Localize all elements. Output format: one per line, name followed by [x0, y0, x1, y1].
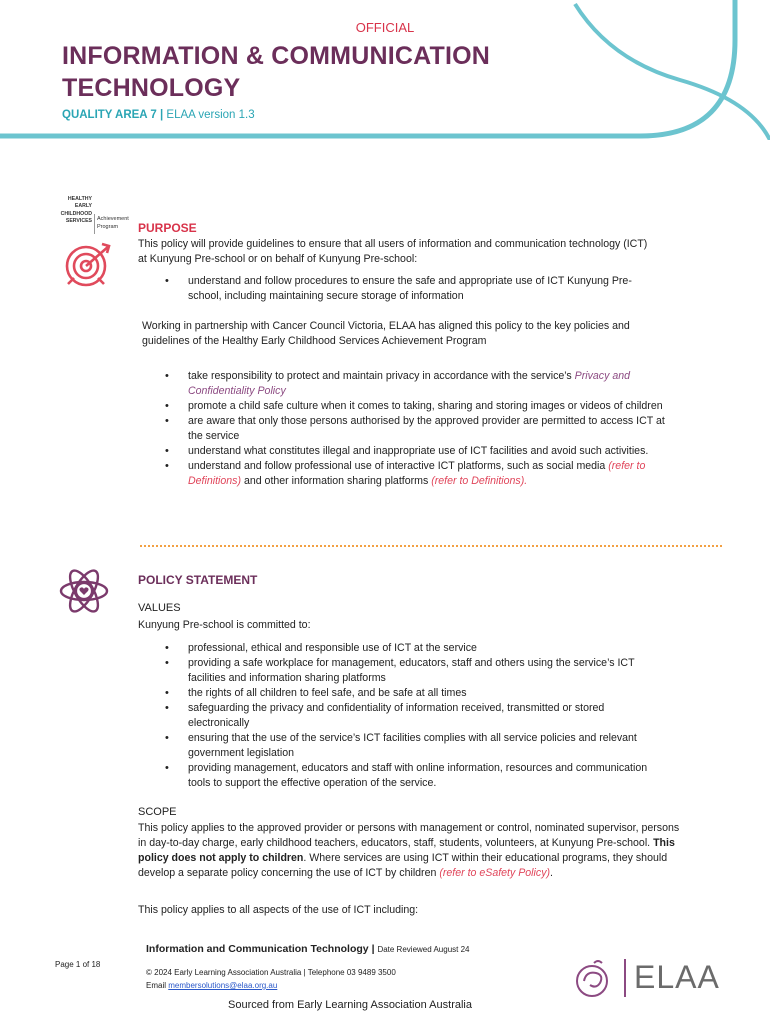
email-label: Email	[146, 981, 169, 990]
elaa-logo-text: ELAA	[634, 959, 720, 995]
values-label: VALUES	[138, 602, 181, 614]
quality-area: QUALITY AREA 7	[62, 109, 157, 121]
list-item: • the rights of all children to feel safe, and be safe at all times	[138, 686, 668, 701]
scope-aspects: This policy applies to all aspects of the use of ICT including:	[138, 904, 419, 916]
footer-title-text: Information and Communication Technology	[146, 943, 369, 955]
hecs-logo-left	[52, 196, 92, 226]
classification-label: OFFICIAL	[355, 20, 415, 35]
scope-text-end: .	[550, 867, 553, 879]
version-label: ELAA version 1.3	[166, 109, 255, 121]
hecs-logo-line: HEALTHY	[67, 196, 92, 202]
purpose-heading: PURPOSE	[138, 221, 197, 235]
elaa-logo-divider	[624, 959, 626, 997]
title-line-2: TECHNOLOGY	[62, 74, 241, 102]
privacy-policy-link[interactable]: Privacy and Confidentiality Policy	[188, 370, 631, 397]
list-item	[138, 459, 678, 489]
list-item: • are aware that only those persons authorised by the approved provider are permitted to access ICT at the service	[138, 414, 678, 444]
purpose-intro: This policy will provide guidelines to ensure that all users of information and communication technology (ICT) at Kunyung Pre-school or on behalf of Kunyung Pre-school:	[138, 238, 648, 265]
list-item: • understand and follow procedures to ensure the safe and appropriate use of ICT Kunyung Pre-school, including maintaining secure storage of information	[138, 274, 663, 304]
purpose-list-1	[138, 274, 663, 304]
hecs-logo-divider	[94, 214, 95, 234]
hecs-logo-line: CHILDHOOD	[60, 210, 92, 217]
hecs-logo-line: Program	[97, 224, 119, 230]
hecs-logo-right	[97, 215, 129, 231]
email-link[interactable]: membersolutions@elaa.org.au	[168, 981, 278, 990]
footer-document-title	[146, 943, 470, 955]
hecs-logo-line: EARLY	[74, 203, 92, 210]
elaa-logo-icon	[570, 957, 620, 999]
scope-text-part: . Where services are using ICT within their educational programs, they should develop a separate policy concerning the use of ICT by children	[138, 852, 668, 879]
elaa-logo	[570, 955, 735, 1001]
page-number: Page 1 of 18	[55, 960, 101, 969]
hecs-logo-line: Achievement	[97, 216, 129, 222]
partnership-note: Working in partnership with Cancer Council Victoria, ELAA has aligned this policy to the key policies and guidelines of the Healthy Early Childhood Services Achievement Program	[142, 320, 630, 347]
policy-statement-heading: POLICY STATEMENT	[138, 573, 258, 587]
email-line	[146, 979, 396, 992]
definitions-ref[interactable]: (refer to Definitions).	[431, 475, 528, 487]
values-intro: Kunyung Pre-school is committed to:	[138, 619, 311, 631]
subtitle-separator: |	[159, 109, 164, 121]
list-item: • safeguarding the privacy and confidentiality of information received, transmitted or stored electronically	[138, 701, 668, 731]
list-item: • promote a child safe culture when it comes to taking, sharing and storing images or videos of children	[138, 399, 678, 414]
sourced-note: Sourced from Early Learning Association Australia	[228, 999, 472, 1011]
esafety-policy-ref[interactable]: (refer to eSafety Policy)	[439, 867, 551, 879]
list-item-text: take responsibility to protect and maintain privacy in accordance with the service’s	[188, 370, 575, 382]
scope-text-part: This policy applies to the approved provider or persons with management or control, nominated supervisor, persons in day-to-day charge, early childhood teachers, educators, staff, students, volunteers, at Kunyung Pre-school.	[138, 822, 680, 849]
list-item: • ensuring that the use of the service’s ICT facilities complies with all service policies and relevant government legislation	[138, 731, 668, 761]
list-item: • providing management, educators and staff with online information, resources and communication tools to support the effective operation of the service.	[138, 761, 668, 791]
list-item: • providing a safe workplace for management, educators, staff and others using the service’s ICT facilities and information sharing platforms	[138, 656, 668, 686]
values-list	[138, 641, 668, 791]
atom-heart-icon	[58, 565, 110, 617]
list-item	[138, 369, 678, 399]
list-item: • professional, ethical and responsible use of ICT at the service	[138, 641, 668, 656]
title-line-1: INFORMATION & COMMUNICATION	[62, 42, 491, 70]
purpose-list-2	[138, 369, 678, 489]
section-divider	[140, 545, 722, 547]
footer-contact	[146, 966, 396, 992]
definitions-ref[interactable]: (refer to Definitions)	[188, 460, 646, 487]
document-subtitle	[62, 109, 255, 121]
hecs-logo	[52, 196, 138, 238]
list-item-text: understand and follow professional use of interactive ICT platforms, such as social media	[188, 460, 609, 472]
scope-label: SCOPE	[138, 806, 177, 818]
document-title	[62, 40, 490, 104]
target-icon	[62, 240, 122, 288]
list-item: • understand what constitutes illegal and inappropriate use of ICT facilities and avoid such activities.	[138, 444, 678, 459]
scope-text	[138, 821, 683, 881]
hecs-logo-line: SERVICES	[65, 218, 92, 225]
date-reviewed: Date Reviewed August 24	[377, 945, 470, 954]
footer-separator: |	[371, 943, 375, 955]
scope-bold: This policy does not apply to children	[138, 837, 675, 864]
list-item-text: and other information sharing platforms	[241, 475, 432, 487]
copyright-line: © 2024 Early Learning Association Australia | Telephone 03 9489 3500	[146, 968, 396, 977]
